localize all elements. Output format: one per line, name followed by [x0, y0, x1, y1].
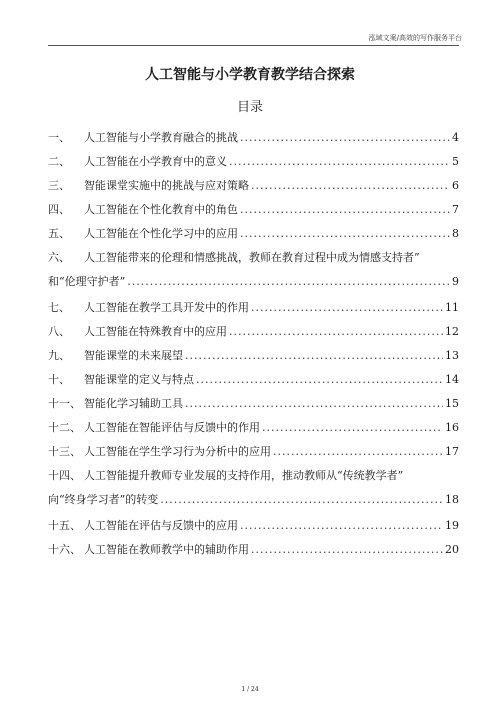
toc-entry-label: 人工智能在个性化教育中的角色	[84, 203, 238, 216]
toc-leader-dots	[240, 222, 450, 246]
toc-entry-label-continued: 和“伦理守护者”	[48, 275, 126, 288]
toc-entry-number: 五、	[48, 227, 70, 240]
toc-entry-label: 智能课堂的未来展望	[84, 349, 183, 362]
page-indicator: 1 / 24	[241, 686, 259, 693]
toc-entry-number: 八、	[48, 325, 70, 338]
toc-entry-page: 7	[452, 203, 459, 216]
toc-leader-dots	[185, 392, 443, 416]
toc-entry-number: 三、	[48, 179, 70, 192]
toc-entry-label: 智能课堂的定义与特点	[84, 373, 194, 386]
toc-entry-number: 十一、	[48, 397, 81, 410]
toc-entry-page: 13	[445, 349, 459, 362]
toc-entry[interactable]	[48, 174, 459, 198]
toc-entry-label: 人工智能在特殊教育中的应用	[84, 325, 227, 338]
toc-entry-label: 人工智能在教学工具开发中的作用	[84, 301, 249, 314]
toc-entry-page: 15	[445, 397, 459, 410]
toc-entry[interactable]	[48, 126, 459, 150]
toc-entry-page: 19	[445, 519, 459, 532]
toc-entry[interactable]	[48, 150, 459, 174]
toc-entry[interactable]	[48, 440, 459, 464]
toc-entry-label: 人工智能在评估与反馈中的应用	[84, 519, 238, 532]
toc-leader-dots	[160, 488, 443, 512]
toc-leader-dots	[185, 344, 443, 368]
toc-leader-dots	[273, 440, 443, 464]
toc-entry-number: 十二、	[48, 421, 81, 434]
toc-leader-dots	[196, 368, 443, 392]
toc-entry-page: 14	[445, 373, 459, 386]
toc-entry[interactable]	[48, 222, 459, 246]
toc-entry-label: 人工智能带来的伦理和情感挑战，教师在教育过程中成为情感支持者”	[84, 251, 420, 264]
toc-entry-label: 人工智能在个性化学习中的应用	[84, 227, 238, 240]
toc-entry-label: 人工智能在学生学习行为分析中的应用	[84, 445, 271, 458]
toc-entry-number: 二、	[48, 155, 70, 168]
toc-entry-number: 十三、	[48, 445, 81, 458]
toc-heading: 目录	[236, 100, 263, 115]
toc-entry[interactable]	[48, 464, 459, 512]
toc-entry-number: 九、	[48, 349, 70, 362]
toc-entry-number: 十四、	[48, 469, 81, 482]
toc-entry-page: 8	[452, 227, 459, 240]
toc-entry-page: 16	[445, 421, 459, 434]
toc-leader-dots	[127, 270, 450, 294]
toc-entry-number: 六、	[48, 251, 70, 264]
toc-entry-number: 十、	[48, 373, 70, 386]
toc-entry-label: 智能课堂实施中的挑战与应对策略	[84, 179, 249, 192]
toc-entry-page: 6	[452, 179, 459, 192]
toc-entry-page: 5	[452, 155, 459, 168]
toc-entry[interactable]	[48, 198, 459, 222]
toc-entry-label: 人工智能与小学教育融合的挑战	[84, 131, 238, 144]
toc-entry[interactable]	[48, 392, 459, 416]
toc-leader-dots	[251, 296, 443, 320]
toc-leader-dots	[229, 150, 450, 174]
toc-entry-number: 十五、	[48, 519, 81, 532]
toc-entry-number: 七、	[48, 301, 70, 314]
toc-leader-dots	[251, 174, 450, 198]
toc-entry-label: 人工智能在教师教学中的辅助作用	[84, 543, 249, 556]
toc-entry[interactable]	[48, 368, 459, 392]
toc-entry-number: 一、	[48, 131, 70, 144]
table-of-contents	[48, 126, 459, 562]
document-title: 人工智能与小学教育教学结合探索	[145, 67, 355, 83]
toc-leader-dots	[262, 416, 443, 440]
toc-leader-dots	[229, 320, 443, 344]
toc-entry[interactable]	[48, 514, 459, 538]
toc-entry[interactable]	[48, 296, 459, 320]
toc-entry[interactable]	[48, 538, 459, 562]
toc-entry-page: 12	[445, 325, 459, 338]
toc-leader-dots	[240, 198, 450, 222]
page-header: 泓域文案/高效的写作服务平台	[368, 34, 462, 42]
toc-entry-number: 十六、	[48, 543, 81, 556]
toc-entry-page: 11	[445, 301, 459, 314]
toc-leader-dots	[251, 538, 443, 562]
toc-entry-label: 人工智能提升教师专业发展的支持作用，推动教师从“传统教学者”	[84, 469, 404, 482]
toc-entry[interactable]	[48, 320, 459, 344]
header-divider	[48, 45, 459, 46]
toc-leader-dots	[240, 126, 450, 150]
toc-entry-page: 9	[452, 275, 459, 288]
toc-entry-label: 智能化学习辅助工具	[84, 397, 183, 410]
toc-entry-label-continued: 向“终身学习者”的转变	[48, 493, 159, 506]
toc-entry-page: 17	[445, 445, 459, 458]
toc-entry-number: 四、	[48, 203, 70, 216]
toc-entry[interactable]	[48, 246, 459, 294]
toc-entry-page: 18	[445, 493, 459, 506]
toc-entry-label: 人工智能在智能评估与反馈中的作用	[84, 421, 260, 434]
toc-entry[interactable]	[48, 416, 459, 440]
toc-leader-dots	[240, 514, 443, 538]
toc-entry-page: 4	[452, 131, 459, 144]
toc-entry[interactable]	[48, 344, 459, 368]
toc-entry-page: 20	[445, 543, 459, 556]
toc-entry-label: 人工智能在小学教育中的意义	[84, 155, 227, 168]
